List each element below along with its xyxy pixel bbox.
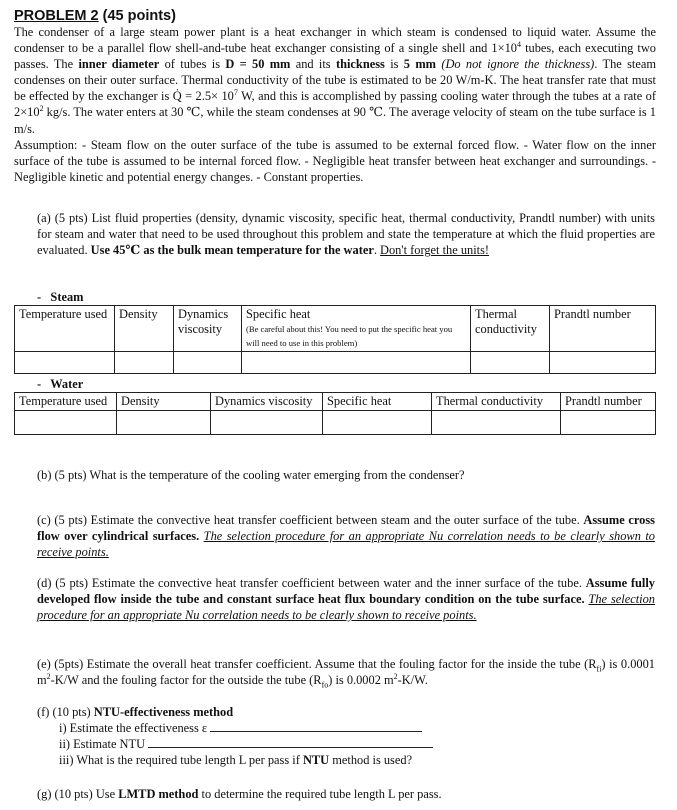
question-a xyxy=(37,210,655,258)
answer-cell[interactable] xyxy=(323,411,432,435)
table-header-cell: Temperature used xyxy=(15,393,117,411)
problem-title xyxy=(14,8,176,24)
question-e xyxy=(37,656,655,688)
question-f-part-iii xyxy=(37,752,655,768)
steam-heading: - Steam xyxy=(37,290,84,304)
question-text: to determine the required tube length L per pass. xyxy=(198,787,442,801)
question-bold: NTU-effectiveness method xyxy=(93,705,234,719)
steam-heading-label: Steam xyxy=(50,290,84,304)
intro-text: The condenser of a large steam power plant is a heat exchanger in which steam is condensed to liquid water. Assume the condenser to be a parallel flow shell-and-tube heat exchanger consisting of a single shell and 1×10 xyxy=(14,25,656,56)
answer-cell[interactable] xyxy=(117,411,211,435)
question-bold: Use 45℃ as the bulk mean temperature for the water xyxy=(90,243,374,258)
question-text: -K/W. xyxy=(397,673,428,688)
subscript: fo xyxy=(321,680,329,690)
question-text: . xyxy=(373,243,381,258)
water-heading-label: Water xyxy=(50,377,84,391)
intro-bold: thickness xyxy=(335,57,385,72)
part-label: iii) What is the required tube length L per pass if xyxy=(59,753,303,768)
question-underlined: The selection procedure for an appropriate Nu correlation needs to be clearly shown to receive points. xyxy=(37,592,655,623)
question-text: (g) (10 pts) Use xyxy=(37,787,119,801)
intro-italic: (Do not ignore the thickness) xyxy=(441,57,595,72)
question-f-part-ii xyxy=(37,736,655,752)
question-text: (c) (5 pts) Estimate the convective heat transfer coefficient between steam and the outer surface of the tube. xyxy=(37,513,584,527)
intro-sup: 2 xyxy=(39,104,44,114)
intro-bold: 5 mm xyxy=(403,57,436,72)
question-g xyxy=(37,786,655,802)
table-header-row xyxy=(15,306,656,352)
problem-points: (45 points) xyxy=(98,8,176,24)
answer-cell[interactable] xyxy=(174,352,242,374)
intro-bold: inner diameter xyxy=(78,57,160,72)
superscript: 2 xyxy=(46,671,51,681)
water-heading: - Water xyxy=(37,377,84,391)
subscript: fi xyxy=(596,664,602,674)
answer-cell[interactable] xyxy=(432,411,561,435)
question-underlined: The selection procedure for an appropriate Nu correlation needs to be clearly shown to receive points. xyxy=(37,529,655,560)
question-text: ) is 0.0001 m xyxy=(37,657,655,688)
intro-text: . The steam condenses on their outer surface. Thermal conductivity of the tube is estimated to be 20 W/m-K. The heat transfer rate that must be effected by the exchanger is Q̇ = 2.5× 10 xyxy=(14,57,657,104)
intro-text: and its xyxy=(290,57,336,72)
answer-cell[interactable] xyxy=(242,352,471,374)
intro-sup: 4 xyxy=(517,39,521,49)
table-header-cell: Temperature used xyxy=(15,306,115,352)
answer-cell[interactable] xyxy=(550,352,656,374)
answer-cell[interactable] xyxy=(15,411,117,435)
table-header-cell: Prandtl number xyxy=(550,306,656,352)
question-bold: Assume cross flow over cylindrical surfaces. xyxy=(37,513,655,544)
table-answer-row xyxy=(15,352,656,374)
intro-sup: 7 xyxy=(233,88,238,98)
question-b: (b) (5 pts) What is the temperature of the cooling water emerging from the condenser? xyxy=(37,468,465,482)
answer-cell[interactable] xyxy=(471,352,550,374)
intro-text: kg/s. The water enters at 30 ℃, while the steam condenses at 90 ℃. The average velocity of steam on the tube surface is 1 m/s. xyxy=(14,105,656,136)
question-c xyxy=(37,512,655,560)
answer-cell[interactable] xyxy=(115,352,174,374)
table-header-cell: Density xyxy=(115,306,174,352)
part-label: method is used? xyxy=(329,753,413,768)
assumptions-text: Assumption: - Steam flow on the outer surface of the tube is assumed to be external forced flow. - Water flow on the inner surface of the tube is assumed to be internal forced flow. - Negligible heat transfer between heat exchanger and surroundings. - Negligible kinetic and potential energy changes. - Constant properties. xyxy=(14,137,656,184)
table-header-cell: Thermal conductivity xyxy=(432,393,561,411)
table-header-cell: Prandtl number xyxy=(561,393,656,411)
question-bold: LMTD method xyxy=(118,787,199,801)
question-text: (d) (5 pts) Estimate the convective heat transfer coefficient between water and the inner surface of the tube. xyxy=(37,576,586,590)
table-header-cell: Dynamics viscosity xyxy=(174,306,242,352)
intro-bold: D = 50 mm xyxy=(225,57,291,72)
answer-cell[interactable] xyxy=(15,352,115,374)
problem-label: PROBLEM 2 xyxy=(14,8,99,24)
question-text: (e) (5pts) Estimate the overall heat transfer coefficient. Assume that the fouling factor for the inside the tube (R xyxy=(37,657,597,671)
intro-text: W, and this is accomplished by passing cooling water through the tubes at a rate of 2×10 xyxy=(14,89,656,120)
question-d xyxy=(37,575,655,623)
table-header-row xyxy=(15,393,656,411)
question-underlined: Don't forget the units! xyxy=(380,243,490,258)
table-header-cell: Density xyxy=(117,393,211,411)
question-text: -K/W and the fouling factor for the outside the tube (R xyxy=(50,673,322,688)
question-f-part-i xyxy=(37,720,655,736)
question-text: ) is 0.0002 m xyxy=(328,673,394,688)
problem-statement xyxy=(14,24,656,185)
table-header-cell: Dynamics viscosity xyxy=(211,393,323,411)
specific-heat-label: Specific heat xyxy=(246,307,311,321)
answer-cell[interactable] xyxy=(561,411,656,435)
question-text: (f) (10 pts) xyxy=(37,705,94,719)
intro-text: tubes, each executing two passes. The xyxy=(14,41,656,72)
question-bold: NTU xyxy=(302,753,330,768)
table-answer-row xyxy=(15,411,656,435)
table-header-cell xyxy=(242,306,471,352)
intro-text: is xyxy=(384,57,404,72)
water-properties-table xyxy=(14,392,656,435)
intro-text: of tubes is xyxy=(159,57,226,72)
question-bold: Assume fully developed flow inside the tube and constant surface heat flux boundary condition on the tube surface. xyxy=(37,576,656,607)
part-label: i) Estimate the effectiveness ε xyxy=(59,721,208,736)
answer-blank[interactable] xyxy=(210,721,422,732)
part-label: ii) Estimate NTU xyxy=(59,737,146,752)
answer-blank[interactable] xyxy=(148,737,433,748)
table-header-cell: Thermal conductivity xyxy=(471,306,550,352)
steam-properties-table xyxy=(14,305,656,374)
table-header-cell: Specific heat xyxy=(323,393,432,411)
answer-cell[interactable] xyxy=(211,411,323,435)
question-text: (a) (5 pts) List fluid properties (density, dynamic viscosity, specific heat, thermal conductivity, Prandtl number) with units for steam and water that need to be used throughout this problem and state the temperature at which the fluid properties are evaluated. xyxy=(37,211,655,258)
specific-heat-note: (Be careful about this! You need to put the specific heat you will need to use in this problem) xyxy=(246,324,453,348)
question-f xyxy=(37,704,655,768)
superscript: 2 xyxy=(393,671,398,681)
